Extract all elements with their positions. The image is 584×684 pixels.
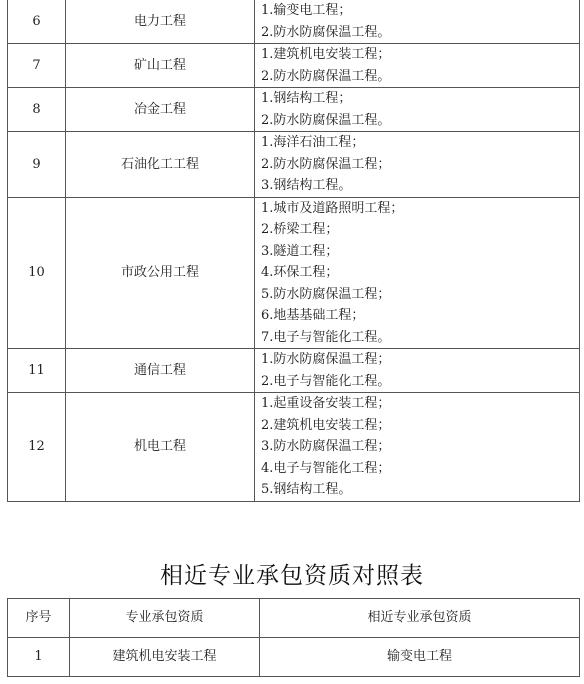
table-row — [8, 349, 580, 393]
scope-item: 1.起重设备安装工程； — [261, 396, 391, 411]
qualification-name: 建筑机电安装工程 — [70, 638, 260, 677]
table-row — [8, 44, 580, 88]
scope-item: 2.建筑机电安装工程； — [261, 417, 391, 433]
scope-item: 2.防水防腐保温工程。 — [261, 112, 391, 128]
scope-items — [255, 349, 580, 393]
qualification-scope-table — [7, 0, 580, 502]
scope-item: 5.钢结构工程。 — [261, 482, 352, 497]
scope-items — [255, 393, 580, 502]
row-number: 12 — [8, 393, 66, 502]
row-number: 8 — [8, 88, 66, 132]
qualification-name: 通信工程 — [66, 349, 255, 393]
row-number: 1 — [8, 638, 70, 677]
scope-item: 1.输变电工程； — [261, 3, 352, 18]
scope-item: 1.城市及道路照明工程； — [261, 200, 404, 216]
table-row — [8, 393, 580, 502]
table-row — [8, 197, 580, 349]
scope-item: 2.防水防腐保温工程。 — [261, 24, 391, 40]
scope-item: 6.地基基础工程； — [261, 308, 365, 323]
scope-item: 2.电子与智能化工程。 — [261, 373, 391, 389]
scope-item: 3.隧道工程； — [261, 243, 339, 259]
scope-item: 4.电子与智能化工程； — [261, 460, 391, 476]
scope-item: 1.钢结构工程； — [261, 91, 352, 106]
scope-item: 5.防水防腐保温工程； — [261, 286, 391, 302]
table-row — [8, 132, 580, 198]
row-number: 9 — [8, 132, 66, 198]
row-number: 11 — [8, 349, 66, 393]
table-row — [8, 88, 580, 132]
scope-items — [255, 197, 580, 349]
qualification-name: 市政公用工程 — [66, 197, 255, 349]
table-header-row — [8, 599, 580, 638]
header-similar-qualification: 相近专业承包资质 — [260, 599, 580, 638]
scope-items — [255, 88, 580, 132]
row-number: 7 — [8, 44, 66, 88]
scope-item: 2.桥梁工程； — [261, 222, 339, 237]
comparison-table-title: 相近专业承包资质对照表 — [160, 563, 424, 589]
scope-item: 7.电子与智能化工程。 — [261, 329, 391, 345]
scope-item: 1.建筑机电安装工程； — [261, 47, 391, 62]
table-row — [8, 0, 580, 44]
similar-qualification-name: 输变电工程 — [260, 638, 580, 677]
qualification-name: 冶金工程 — [66, 88, 255, 132]
row-number: 6 — [8, 0, 66, 44]
header-qualification: 专业承包资质 — [70, 599, 260, 638]
scope-item: 1.防水防腐保温工程； — [261, 352, 391, 367]
scope-item: 3.防水防腐保温工程； — [261, 439, 391, 454]
scope-item: 2.防水防腐保温工程； — [261, 156, 391, 172]
scope-items — [255, 132, 580, 198]
table-row — [8, 638, 580, 677]
qualification-name: 石油化工工程 — [66, 132, 255, 198]
scope-item: 1.海洋石油工程； — [261, 135, 365, 150]
qualification-name: 电力工程 — [66, 0, 255, 44]
scope-items — [255, 0, 580, 44]
qualification-name: 矿山工程 — [66, 44, 255, 88]
row-number: 10 — [8, 197, 66, 349]
similar-qualification-table — [7, 598, 580, 677]
header-number: 序号 — [8, 599, 70, 638]
scope-items — [255, 44, 580, 88]
scope-item: 4.环保工程； — [261, 265, 339, 280]
scope-item: 2.防水防腐保温工程。 — [261, 68, 391, 84]
scope-item: 3.钢结构工程。 — [261, 178, 352, 193]
qualification-name: 机电工程 — [66, 393, 255, 502]
